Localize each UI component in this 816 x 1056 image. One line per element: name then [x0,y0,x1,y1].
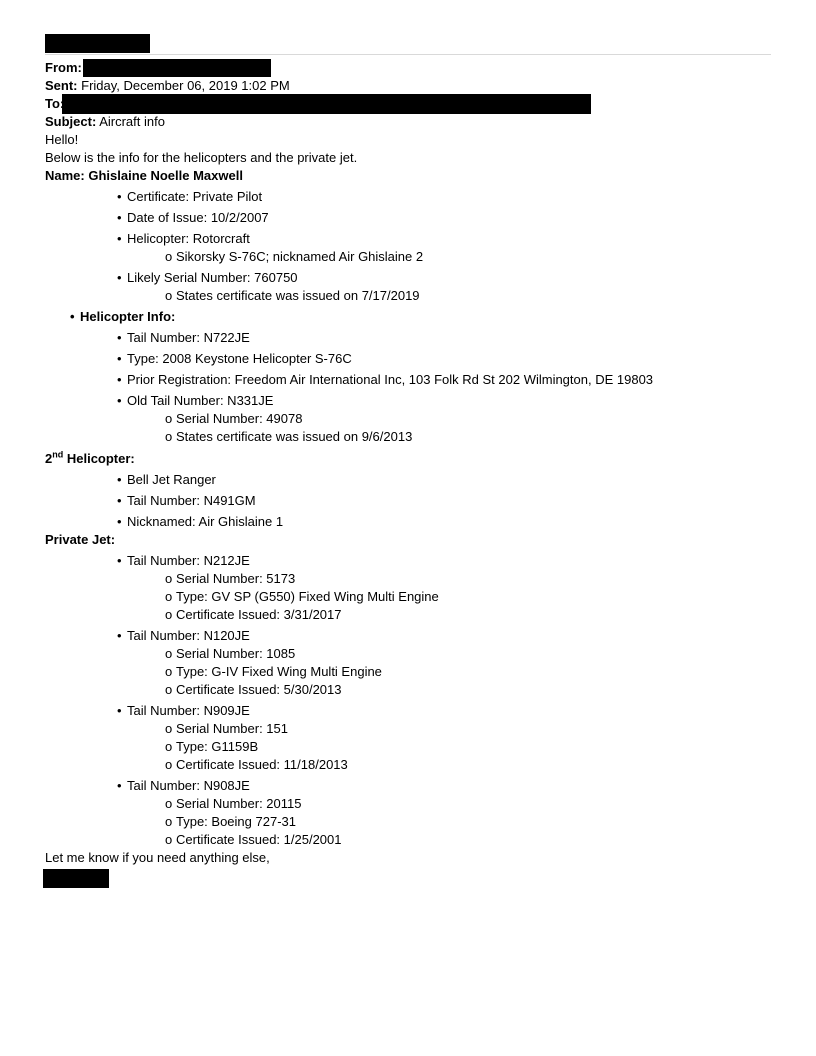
subject-label: Subject: [45,114,97,129]
redacted-sender-header [45,34,150,53]
sub-item-jet-cert: o Certificate Issued: 1/25/2001 [165,832,342,847]
sub-bullet-icon: o [165,739,173,754]
bullet-icon: • [117,703,122,718]
sent-value: Friday, December 06, 2019 1:02 PM [81,78,290,93]
name-heading: Name: Ghislaine Noelle Maxwell [45,168,243,183]
bullet-icon: • [117,351,122,366]
sub-item-jet-cert: o Certificate Issued: 3/31/2017 [165,607,342,622]
sub-bullet-icon: o [165,682,173,697]
list-item-heli-old-tail: • Old Tail Number: N331JE [117,393,274,408]
bullet-icon: • [117,189,122,204]
closing-text: Let me know if you need anything else, [45,850,270,865]
sub-item-jet-type: o Type: GV SP (G550) Fixed Wing Multi Engine [165,589,439,604]
bullet-icon: • [117,270,122,285]
sub-item-jet-cert: o Certificate Issued: 5/30/2013 [165,682,342,697]
greeting: Hello! [45,132,79,147]
list-item-jet-tail: • Tail Number: N120JE [117,628,250,643]
sub-bullet-icon: o [165,589,173,604]
from-label: From: [45,60,82,75]
list-item-date-of-issue: • Date of Issue: 10/2/2007 [117,210,269,225]
sub-item-jet-type: o Type: G-IV Fixed Wing Multi Engine [165,664,382,679]
sub-item-jet-serial: o Serial Number: 1085 [165,646,296,661]
bullet-icon: • [117,372,122,387]
bullet-icon: • [70,309,75,324]
sub-bullet-icon: o [165,832,173,847]
sub-bullet-icon: o [165,757,173,772]
redacted-signature [43,869,109,888]
sent-row [45,78,290,94]
bullet-icon: • [117,493,122,508]
list-item-nickname: • Nicknamed: Air Ghislaine 1 [117,514,284,529]
list-item-helicopter: • Helicopter: Rotorcraft [117,231,250,246]
list-item-heli-type: • Type: 2008 Keystone Helicopter S-76C [117,351,352,366]
intro-text: Below is the info for the helicopters and the private jet. [45,150,358,165]
sub-item-jet-cert: o Certificate Issued: 11/18/2013 [165,757,348,772]
sub-bullet-icon: o [165,664,173,679]
sub-item-serial-cert: o States certificate was issued on 7/17/2019 [165,288,420,303]
sub-item-helicopter-model: o Sikorsky S-76C; nicknamed Air Ghislaine 2 [165,249,424,264]
to-row [45,96,64,112]
sub-bullet-icon: o [165,721,173,736]
bullet-icon: • [117,472,122,487]
list-item-heli-tail: • Tail Number: N722JE [117,330,250,345]
sub-bullet-icon: o [165,571,173,586]
subject-value: Aircraft info [99,114,165,129]
sub-item-jet-serial: o Serial Number: 5173 [165,571,296,586]
list-item-second-tail: • Tail Number: N491GM [117,493,256,508]
sub-item-old-cert: o States certificate was issued on 9/6/2013 [165,429,413,444]
sub-item-jet-serial: o Serial Number: 151 [165,721,288,736]
list-item-heli-prior: • Prior Registration: Freedom Air International Inc, 103 Folk Rd St 202 Wilmington, DE 19803 [117,372,654,387]
sub-bullet-icon: o [165,249,173,264]
sub-item-jet-type: o Type: Boeing 727-31 [165,814,296,829]
list-item-jet-tail: • Tail Number: N212JE [117,553,250,568]
list-item-certificate: • Certificate: Private Pilot [117,189,263,204]
list-item-jet-tail: • Tail Number: N909JE [117,703,250,718]
sent-label: Sent: [45,78,78,93]
sub-bullet-icon: o [165,411,173,426]
bullet-icon: • [117,514,122,529]
bullet-icon: • [117,553,122,568]
bullet-icon: • [117,231,122,246]
header-divider [45,54,771,55]
bullet-icon: • [117,330,122,345]
sub-bullet-icon: o [165,429,173,444]
list-item-bell: • Bell Jet Ranger [117,472,216,487]
bullet-icon: • [117,778,122,793]
sub-bullet-icon: o [165,607,173,622]
list-item-serial: • Likely Serial Number: 760750 [117,270,298,285]
sub-bullet-icon: o [165,646,173,661]
bullet-icon: • [117,393,122,408]
list-item-jet-tail: • Tail Number: N908JE [117,778,250,793]
from-row [45,60,82,76]
sub-bullet-icon: o [165,288,173,303]
sub-bullet-icon: o [165,796,173,811]
sub-bullet-icon: o [165,814,173,829]
private-jet-heading: Private Jet: [45,532,116,547]
redacted-to [62,94,591,114]
redacted-from [83,59,271,77]
second-helicopter-heading: 2nd Helicopter: [45,449,135,466]
sub-item-old-serial: o Serial Number: 49078 [165,411,303,426]
bullet-icon: • [117,210,122,225]
sub-item-jet-type: o Type: G1159B [165,739,259,754]
sub-item-jet-serial: o Serial Number: 20115 [165,796,302,811]
subject-row [45,114,165,130]
to-label: To: [45,96,65,111]
helicopter-info-heading: • Helicopter Info: [70,309,176,324]
bullet-icon: • [117,628,122,643]
